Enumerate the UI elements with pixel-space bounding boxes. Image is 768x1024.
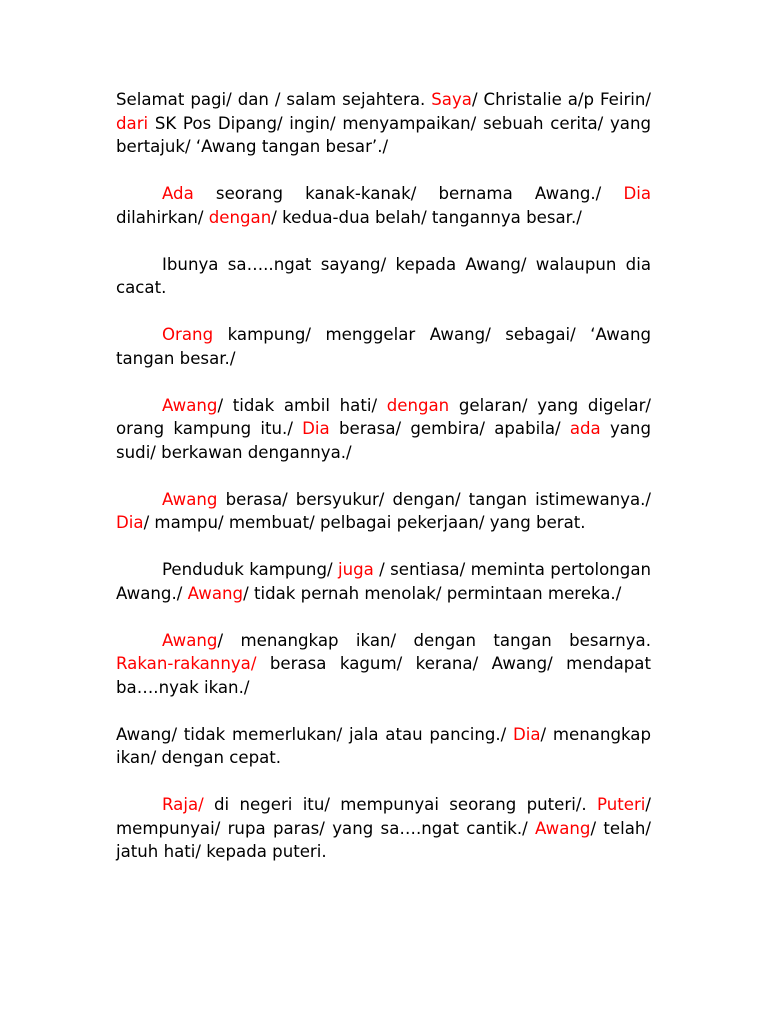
highlighted-word: Orang bbox=[162, 325, 214, 344]
paragraph-10 bbox=[116, 793, 651, 864]
highlighted-word: Rakan-rakannya/ bbox=[116, 654, 257, 673]
highlighted-word: Puteri bbox=[597, 795, 646, 814]
text-segment: Selamat pagi/ dan / salam sejahtera. bbox=[116, 90, 432, 109]
highlighted-word: juga bbox=[337, 560, 374, 579]
text-segment: yang sudi/ berkawan dengannya./ bbox=[116, 419, 651, 462]
text-segment: dilahirkan/ bbox=[116, 207, 209, 227]
highlighted-word: Saya bbox=[431, 90, 472, 109]
paragraph-2 bbox=[116, 182, 651, 229]
highlighted-word: Awang bbox=[162, 630, 218, 650]
document-page bbox=[116, 88, 651, 887]
text-segment: di negeri itu/ mempunyai seorang puteri/. bbox=[203, 795, 598, 814]
text-segment: Awang/ tidak memerlukan/ jala atau pancing./ bbox=[116, 724, 513, 744]
text-segment: kampung/ menggelar Awang/ sebagai/ ‘Awang tangan besar./ bbox=[116, 325, 651, 368]
text-segment: SK Pos Dipang/ ingin/ menyampaikan/ sebuah cerita/ yang bertajuk/ ‘Awang tangan besar’./ bbox=[116, 113, 651, 156]
text-segment: berasa/ bersyukur/ dengan/ tangan istimewanya./ bbox=[217, 489, 651, 509]
text-segment: Penduduk kampung/ bbox=[162, 560, 338, 579]
highlighted-word: dengan bbox=[208, 207, 272, 227]
highlighted-word: Dia bbox=[623, 184, 651, 203]
text-segment: Ibunya sa…..ngat sayang/ kepada Awang/ walaupun dia cacat. bbox=[116, 254, 651, 297]
text-segment: / mempunyai/ rupa paras/ yang sa….ngat cantik./ bbox=[116, 795, 651, 838]
text-segment: / sentiasa/ meminta pertolongan Awang./ bbox=[116, 560, 652, 603]
text-segment: / tidak ambil hati/ bbox=[217, 395, 387, 415]
paragraph-1 bbox=[116, 88, 651, 159]
paragraph-6 bbox=[116, 488, 651, 535]
highlighted-word: Dia bbox=[116, 513, 144, 532]
text-segment: seorang kanak-kanak/ bernama Awang./ bbox=[193, 184, 624, 203]
highlighted-word: Awang bbox=[535, 818, 591, 838]
paragraph-4 bbox=[116, 323, 651, 370]
text-segment: berasa kagum/ kerana/ Awang/ mendapat ba….nyak ikan./ bbox=[116, 654, 651, 697]
highlighted-word: dari bbox=[116, 113, 149, 133]
highlighted-word: Dia bbox=[302, 419, 330, 438]
highlighted-word: Dia bbox=[512, 724, 541, 744]
text-segment: berasa/ gembira/ apabila/ bbox=[329, 419, 570, 438]
text-segment: / tidak pernah menolak/ permintaan mereka./ bbox=[243, 583, 622, 603]
text-segment: / mampu/ membuat/ pelbagai pekerjaan/ yang berat. bbox=[143, 513, 586, 532]
text-segment: / Christalie a/p Feirin/ bbox=[471, 90, 651, 109]
highlighted-word: Awang bbox=[187, 583, 244, 603]
paragraph-8 bbox=[116, 629, 651, 700]
text-segment: / telah/ jatuh hati/ kepada puteri. bbox=[116, 818, 651, 861]
highlighted-word: Ada bbox=[162, 184, 194, 203]
paragraph-9 bbox=[116, 723, 651, 770]
text-segment: / kedua-dua belah/ tangannya besar./ bbox=[271, 207, 582, 227]
highlighted-word: dengan bbox=[386, 395, 450, 415]
paragraph-5 bbox=[116, 394, 651, 465]
text-segment: / menangkap ikan/ dengan cepat. bbox=[116, 724, 652, 767]
highlighted-word: Awang bbox=[162, 489, 218, 509]
highlighted-word: ada bbox=[569, 419, 601, 438]
paragraph-7 bbox=[116, 558, 651, 605]
highlighted-word: Awang bbox=[162, 395, 218, 415]
highlighted-word: Raja/ bbox=[162, 795, 204, 814]
paragraph-3 bbox=[116, 253, 651, 300]
text-segment: gelaran/ yang digelar/ orang kampung itu./ bbox=[116, 395, 651, 438]
text-segment: / menangkap ikan/ dengan tangan besarnya. bbox=[217, 630, 651, 650]
